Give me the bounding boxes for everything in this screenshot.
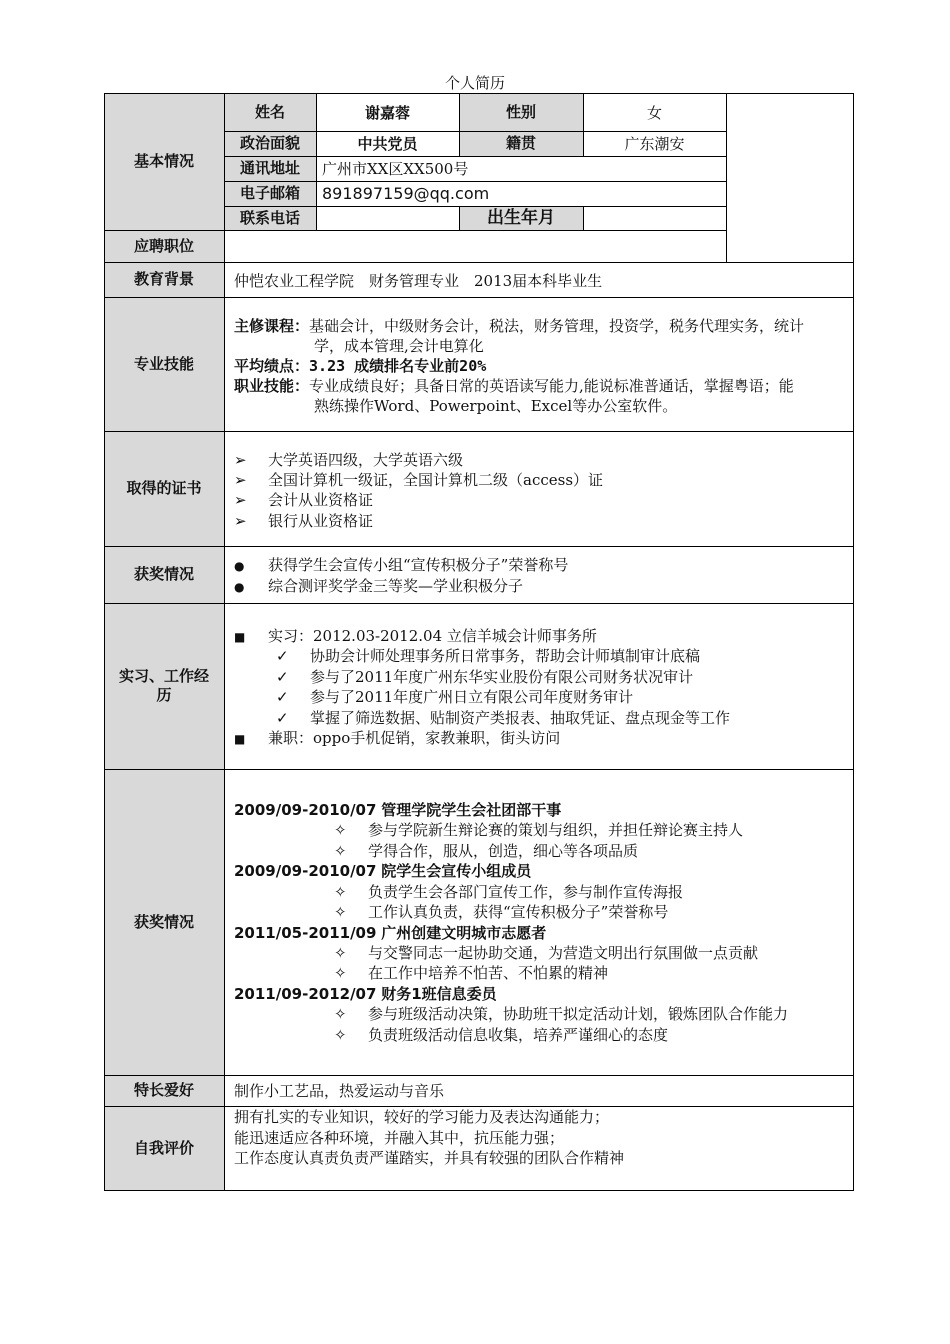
arrow-icon: ➢ xyxy=(234,451,247,469)
row-line xyxy=(104,297,854,298)
square-icon: ■ xyxy=(234,732,246,746)
address-label: 通讯地址 xyxy=(224,156,316,181)
arrow-icon: ➢ xyxy=(234,512,247,530)
diamond-icon: ✧ xyxy=(334,903,347,921)
col-line xyxy=(583,206,584,230)
work-label-line2: 历 xyxy=(156,686,172,704)
work-sub-item: ✓ 掌握了筛选数据、贴制资产类报表、抽取凭证、盘点现金等工作 xyxy=(276,709,731,727)
row-line xyxy=(104,230,726,231)
cert-item: ➢ 大学英语四级，大学英语六级 xyxy=(234,451,464,469)
address-value: 广州市XX区XX500号 xyxy=(322,160,469,178)
row-line xyxy=(104,546,854,547)
email-value: 891897159@qq.com xyxy=(322,184,490,203)
row-line xyxy=(104,262,854,263)
check-icon: ✓ xyxy=(276,668,289,686)
parttime-line: ■ 兼职：oppo手机促销，家教兼职，街头访问 xyxy=(234,729,561,747)
activity-item: ✧ 负责班级活动信息收集，培养严谨细心的态度 xyxy=(334,1026,669,1044)
phone-value xyxy=(322,208,452,228)
activity-item: ✧ 与交警同志一起协助交通，为营造文明出行氛围做一点贡献 xyxy=(334,944,759,962)
diamond-icon: ✧ xyxy=(334,964,347,982)
self-eval-line: 工作态度认真责负责严谨踏实，并具有较强的团队合作精神 xyxy=(234,1149,625,1167)
row-line xyxy=(104,431,854,432)
col-line xyxy=(583,93,584,156)
border-top xyxy=(104,93,854,94)
diamond-icon: ✧ xyxy=(334,944,347,962)
political-value: 中共党员 xyxy=(357,135,418,153)
cert-item: ➢ 银行从业资格证 xyxy=(234,512,374,530)
photo-divider xyxy=(726,93,727,262)
hobby-label: 特长爱好 xyxy=(104,1075,224,1106)
diamond-icon: ✧ xyxy=(334,1026,347,1044)
phone-label: 联系电话 xyxy=(224,206,316,230)
check-icon: ✓ xyxy=(276,709,289,727)
gender-label: 性别 xyxy=(459,93,583,131)
education-label: 教育背景 xyxy=(104,262,224,297)
document-title: 个人简历 xyxy=(444,74,505,92)
origin-value: 广东潮安 xyxy=(624,135,685,153)
prof-line xyxy=(234,376,794,396)
activity-header: 2011/05-2011/09 广州创建文明城市志愿者 xyxy=(234,924,547,942)
award-item: ● 获得学生会宣传小组“宣传积极分子”荣誉称号 xyxy=(234,556,569,574)
birth-value xyxy=(589,208,719,228)
activities-label: 获奖情况 xyxy=(104,769,224,1075)
name-label: 姓名 xyxy=(224,93,316,131)
prof-line-2: 熟练操作Word、Powerpoint、Excel等办公室软件。 xyxy=(314,397,678,415)
col-line xyxy=(459,93,460,156)
activity-item: ✧ 参与学院新生辩论赛的策划与组织，并担任辩论赛主持人 xyxy=(334,821,744,839)
col-line xyxy=(316,93,317,230)
certs-label: 取得的证书 xyxy=(104,431,224,546)
border-bottom xyxy=(104,1190,854,1191)
work-sub-item: ✓ 参与了2011年度广州东华实业股份有限公司财务状况审计 xyxy=(276,668,694,686)
square-icon: ■ xyxy=(234,630,246,644)
gender-value: 女 xyxy=(646,103,662,122)
bullet-icon: ● xyxy=(234,580,245,594)
cert-item: ➢ 会计从业资格证 xyxy=(234,491,374,509)
courses-line-2: 学，成本管理,会计电算化 xyxy=(314,337,484,355)
row-line xyxy=(224,131,726,132)
cert-item: ➢ 全国计算机一级证，全国计算机二级（access）证 xyxy=(234,471,604,489)
name-value: 谢嘉蓉 xyxy=(364,103,410,122)
col-line xyxy=(459,206,460,230)
diamond-icon: ✧ xyxy=(334,1005,347,1023)
prof-label: 职业技能： xyxy=(234,377,310,395)
work-sub-item: ✓ 协助会计师处理事务所日常事务，帮助会计师填制审计底稿 xyxy=(276,647,701,665)
row-line xyxy=(224,156,726,157)
education-value: 仲恺农业工程学院 财务管理专业 2013届本科毕业生 xyxy=(234,272,603,290)
courses-label: 主修课程： xyxy=(234,317,310,335)
row-line xyxy=(104,603,854,604)
label-divider xyxy=(224,93,225,1191)
check-icon: ✓ xyxy=(276,688,289,706)
diamond-icon: ✧ xyxy=(334,842,347,860)
row-line xyxy=(104,769,854,770)
email-label: 电子邮箱 xyxy=(224,181,316,206)
self-eval-line: 能迅速适应各种环境，并融入其中，抗压能力强； xyxy=(234,1129,565,1147)
work-label xyxy=(104,603,224,769)
intern-line: ■ 实习：2012.03-2012.04 立信羊城会计师事务所 xyxy=(234,627,597,645)
arrow-icon: ➢ xyxy=(234,491,247,509)
award-item: ● 综合测评奖学金三等奖—学业积极分子 xyxy=(234,577,524,595)
activity-item: ✧ 参与班级活动决策，协助班干拟定活动计划，锻炼团队合作能力 xyxy=(334,1005,789,1023)
border-right xyxy=(853,93,854,1191)
birth-label: 出生年月 xyxy=(459,206,583,230)
skills-label: 专业技能 xyxy=(104,297,224,431)
row-line xyxy=(224,206,726,207)
courses-line xyxy=(234,316,804,336)
work-label-line1: 实习、工作经 xyxy=(118,667,209,685)
courses-text-1: 基础会计，中级财务会计，税法，财务管理，投资学，税务代理实务，统计 xyxy=(309,317,805,335)
self-eval-line: 拥有扎实的专业知识，较好的学习能力及表达沟通能力； xyxy=(234,1108,610,1126)
origin-label: 籍贯 xyxy=(459,131,583,156)
prof-text-1: 专业成绩良好；具备日常的英语读写能力,能说标准普通话，掌握粤语；能 xyxy=(309,377,794,395)
awards-label: 获奖情况 xyxy=(104,546,224,603)
basic-info-label: 基本情况 xyxy=(104,93,224,230)
row-line xyxy=(224,181,726,182)
activity-item: ✧ 在工作中培养不怕苦、不怕累的精神 xyxy=(334,964,609,982)
bullet-icon: ● xyxy=(234,559,245,573)
diamond-icon: ✧ xyxy=(334,821,347,839)
gpa-label: 平均绩点： xyxy=(234,357,310,375)
position-label: 应聘职位 xyxy=(104,230,224,262)
self-label: 自我评价 xyxy=(104,1106,224,1191)
row-line xyxy=(104,1075,854,1076)
activity-item: ✧ 学得合作，服从，创造，细心等各项品质 xyxy=(334,842,639,860)
arrow-icon: ➢ xyxy=(234,471,247,489)
activity-header: 2011/09-2012/07 财务1班信息委员 xyxy=(234,985,497,1003)
activity-header: 2009/09-2010/07 院学生会宣传小组成员 xyxy=(234,862,532,880)
diamond-icon: ✧ xyxy=(334,883,347,901)
border-left xyxy=(104,93,105,1191)
activity-header: 2009/09-2010/07 管理学院学生会社团部干事 xyxy=(234,801,562,819)
activity-item: ✧ 负责学生会各部门宣传工作，参与制作宣传海报 xyxy=(334,883,684,901)
hobby-value: 制作小工艺品，热爱运动与音乐 xyxy=(234,1082,445,1100)
gpa-line xyxy=(234,356,486,376)
political-label: 政治面貌 xyxy=(224,131,316,156)
gpa-value: 3.23 成绩排名专业前20% xyxy=(309,357,487,375)
row-line xyxy=(104,1106,854,1107)
work-sub-item: ✓ 参与了2011年度广州日立有限公司年度财务审计 xyxy=(276,688,634,706)
activity-item: ✧ 工作认真负责，获得“宣传积极分子”荣誉称号 xyxy=(334,903,669,921)
resume-table xyxy=(104,93,854,1191)
check-icon: ✓ xyxy=(276,647,289,665)
position-value xyxy=(230,236,720,256)
